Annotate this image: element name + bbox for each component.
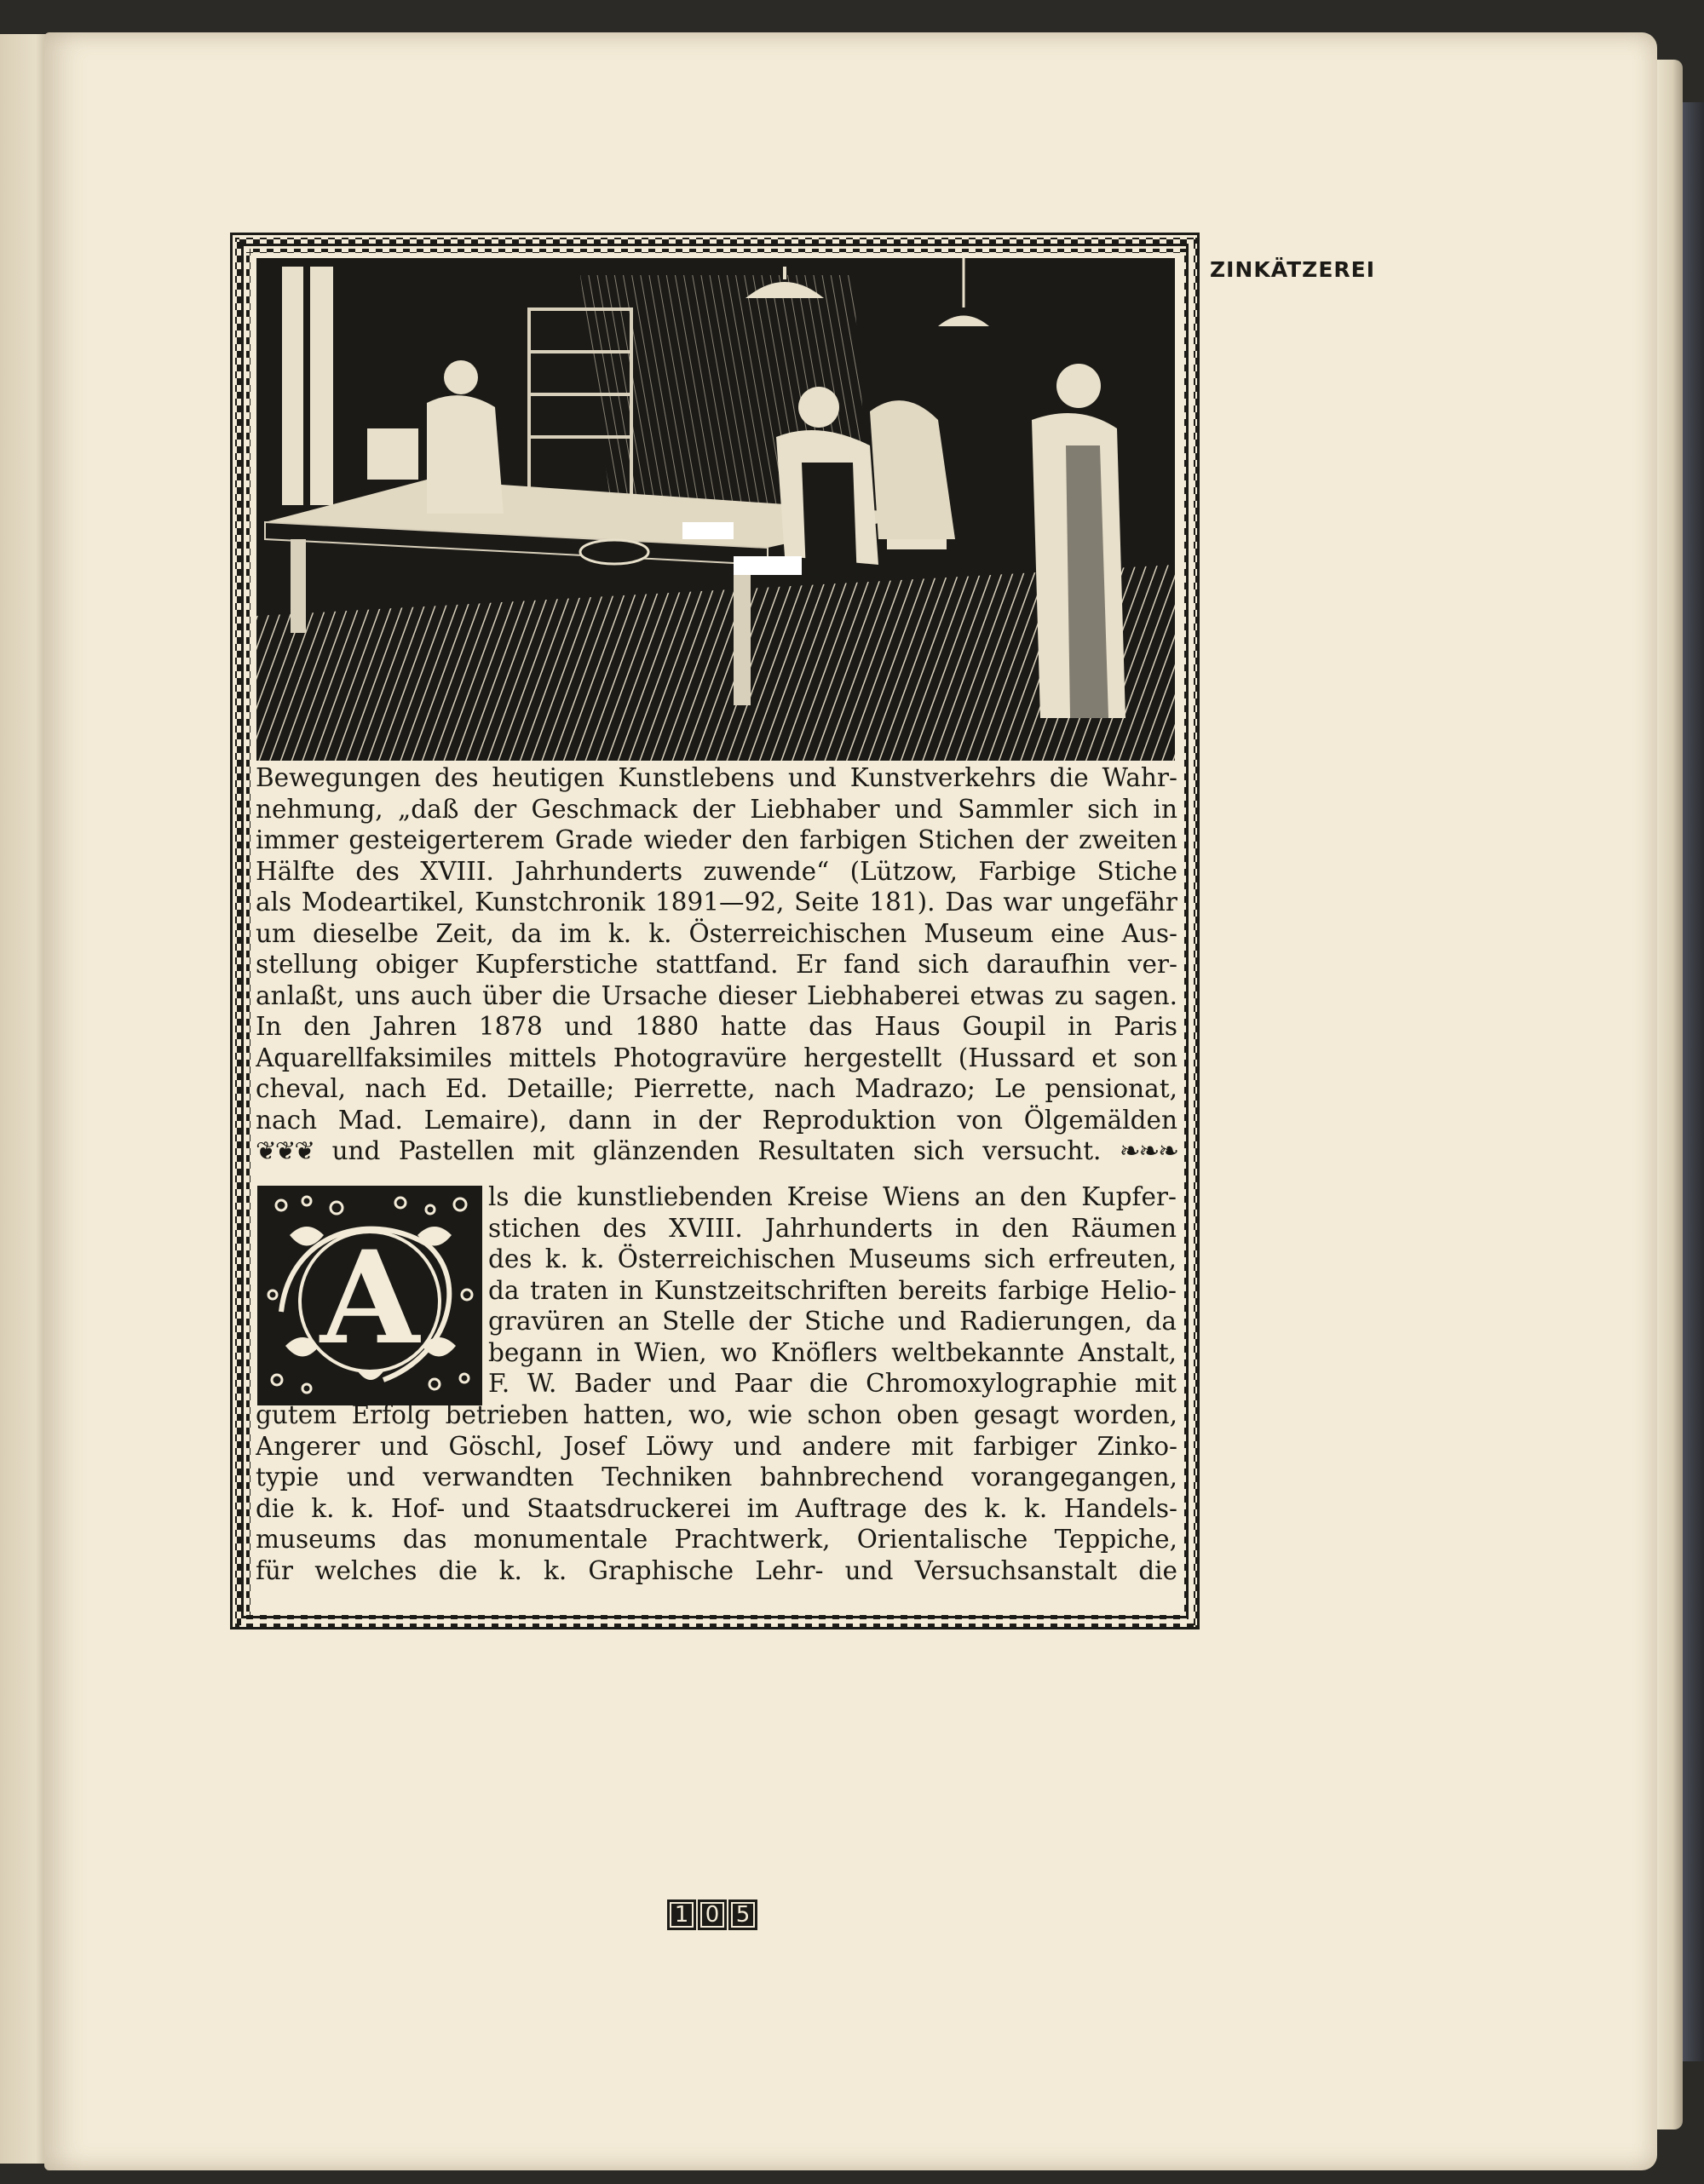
- text-line: F. W. Bader und Paar die Chromoxylographie mit: [488, 1369, 1177, 1398]
- page-number-digit: 1: [667, 1900, 696, 1930]
- page-fore-edge: [1657, 60, 1683, 2129]
- text-line: stellung obiger Kupferstiche stattfand. Er fand sich daraufhin ver-: [256, 950, 1177, 979]
- ornament-left-icon: ❦❦❦: [256, 1136, 314, 1165]
- running-head: ZINKÄTZEREI: [1210, 257, 1376, 282]
- drop-cap-ornament: [256, 1184, 484, 1407]
- text-line: begann in Wien, wo Knöflers weltbekannte Anstalt,: [488, 1337, 1177, 1367]
- text-line: nehmung, „daß der Geschmack der Liebhaber und Sammler sich in: [256, 794, 1177, 824]
- page-number-digit: 0: [698, 1900, 727, 1930]
- text-line: die k. k. Hof- und Staatsdruckerei im Auftrage des k. k. Handels-: [256, 1493, 1177, 1523]
- text-line: museums das monumentale Prachtwerk, Orientalische Teppiche,: [256, 1525, 1177, 1554]
- text-line: nach Mad. Lemaire), dann in der Reproduktion von Ölgemälden: [256, 1105, 1177, 1135]
- text-line: stichen des XVIII. Jahrhunderts in den Räumen: [488, 1213, 1177, 1243]
- ornament-right-icon: ❧❧❧: [1119, 1136, 1177, 1165]
- text-line: da traten in Kunstzeitschriften bereits farbige Helio-: [488, 1275, 1177, 1305]
- paragraph-1: [256, 762, 1177, 1167]
- page-number: [667, 1900, 757, 1932]
- text-line: Angerer und Göschl, Josef Löwy und andere mit farbiger Zinko-: [256, 1431, 1177, 1461]
- text-line: Hälfte des XVIII. Jahrhunderts zuwende“ (Lützow, Farbige Stiche: [256, 856, 1177, 886]
- text-line: um dieselbe Zeit, da im k. k. Österreichischen Museum eine Aus-: [256, 918, 1177, 948]
- text-line: Aquarellfaksimiles mittels Photogravüre hergestellt (Hussard et son: [256, 1043, 1177, 1072]
- text-line: Bewegungen des heutigen Kunstlebens und Kunstverkehrs die Wahr-: [256, 763, 1177, 792]
- text-line: cheval, nach Ed. Detaille; Pierrette, nach Madrazo; Le pensionat,: [256, 1074, 1177, 1103]
- text-line: gravüren an Stelle der Stiche und Radierungen, da: [488, 1307, 1177, 1336]
- text-line: ls die kunstliebenden Kreise Wiens an den Kupfer-: [488, 1182, 1177, 1211]
- paragraph-2-continued: [256, 1399, 1177, 1586]
- text-line: immer gesteigerterem Grade wieder den farbigen Stichen der zweiten: [256, 825, 1177, 854]
- workshop-woodcut-illustration: [256, 258, 1175, 761]
- text-line: gutem Erfolg betrieben hatten, wo, wie schon oben gesagt worden,: [256, 1400, 1177, 1429]
- text-line: des k. k. Österreichischen Museums sich erfreuten,: [488, 1244, 1177, 1273]
- drop-cap-letter: A: [320, 1223, 420, 1373]
- paragraph-2-wrapped: [488, 1181, 1177, 1399]
- text-line-last: [256, 1135, 1177, 1167]
- text-line: als Modeartikel, Kunstchronik 1891—92, Seite 181). Das war ungefähr: [256, 888, 1177, 917]
- drop-cap: [256, 1184, 484, 1407]
- text-line: typie und verwandten Techniken bahnbrechend vorangegangen,: [256, 1463, 1177, 1491]
- page-number-digit: 5: [728, 1900, 757, 1930]
- paragraph-1-end: und Pastellen mit glänzenden Resultaten sich versucht.: [331, 1136, 1102, 1165]
- text-line: In den Jahren 1878 und 1880 hatte das Haus Goupil in Paris: [256, 1012, 1177, 1041]
- text-line: für welches die k. k. Graphische Lehr- und Versuchsanstalt die: [256, 1555, 1177, 1585]
- binding-shadow: [1683, 102, 1704, 2061]
- woodcut-drawing: [256, 258, 1175, 761]
- text-line: anlaßt, uns auch über die Ursache dieser Liebhaberei etwas zu sagen.: [256, 980, 1177, 1010]
